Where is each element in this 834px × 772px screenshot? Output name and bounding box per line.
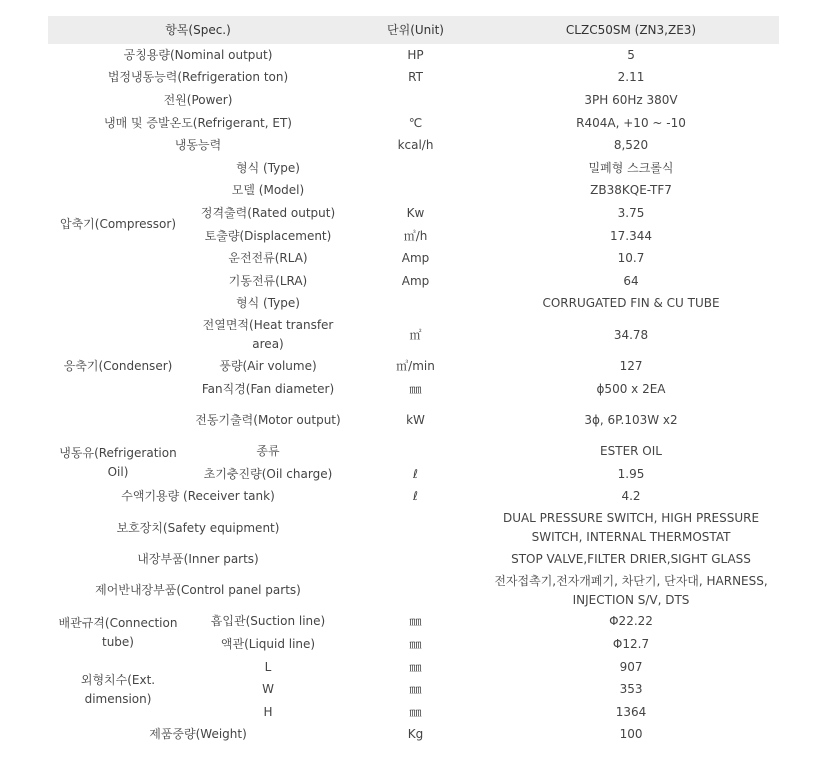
row-label: 전열면적(Heat transfer area) xyxy=(202,318,334,352)
row-unit xyxy=(348,548,483,571)
row-value: 전자접촉기,전자개폐기, 차단기, 단자대, HARNESS, INJECTION S/V, DTS xyxy=(494,573,768,607)
row-unit xyxy=(348,89,483,112)
header-spec: 항목(Spec.) xyxy=(48,16,348,44)
group-label-condenser: 응축기(Condenser) xyxy=(63,358,173,373)
row-unit: HP xyxy=(407,47,424,62)
table-row xyxy=(48,508,779,548)
row-value: CORRUGATED FIN & CU TUBE xyxy=(542,296,720,311)
row-label: 공칭용량(Nominal output) xyxy=(123,47,273,62)
row-value: DUAL PRESSURE SWITCH, HIGH PRESSURE SWITCH, INTERNAL THERMOSTAT xyxy=(502,511,760,545)
row-value: 2.11 xyxy=(617,70,645,85)
row-unit: ℃ xyxy=(408,115,423,130)
row-label: 토출량(Displacement) xyxy=(204,228,332,243)
row-label: L xyxy=(264,659,272,674)
row-value: 34.78 xyxy=(613,327,649,342)
row-value: 907 xyxy=(619,659,643,674)
row-unit xyxy=(348,571,483,611)
row-unit: ℓ xyxy=(413,466,418,481)
row-unit: ㎜ xyxy=(409,381,422,396)
row-unit: ㎥/h xyxy=(403,228,428,243)
row-unit: Amp xyxy=(401,273,430,288)
table-row xyxy=(48,112,779,135)
table-row xyxy=(48,44,779,67)
row-value: 17.344 xyxy=(610,228,653,243)
row-value: 100 xyxy=(619,727,643,742)
row-value: 3PH 60Hz 380V xyxy=(584,92,678,107)
row-label: W xyxy=(262,682,274,697)
row-label: H xyxy=(263,704,273,719)
row-unit xyxy=(348,293,483,316)
row-unit: ℓ xyxy=(413,489,418,504)
row-label: 냉동능력 xyxy=(174,138,222,153)
row-label: 흡입관(Suction line) xyxy=(210,614,326,629)
row-value: 5 xyxy=(627,47,635,62)
row-label: 형식 (Type) xyxy=(236,296,300,311)
row-label: 형식 (Type) xyxy=(236,160,300,175)
table-row xyxy=(48,486,779,509)
row-unit xyxy=(348,508,483,548)
row-label: 수액기용량 (Receiver tank) xyxy=(121,489,275,504)
table-header-row xyxy=(48,16,779,44)
row-value: Φ12.7 xyxy=(612,637,650,652)
row-value: 1.95 xyxy=(617,466,645,481)
row-label: 풍량(Air volume) xyxy=(219,358,317,373)
group-label-oil: 냉동유(Refrigeration Oil) xyxy=(59,445,177,479)
header-model: CLZC50SM (ZN3,ZE3) xyxy=(483,16,779,44)
row-value: 127 xyxy=(619,358,643,373)
row-value: 3.75 xyxy=(617,205,645,220)
row-label: 전원(Power) xyxy=(163,92,233,107)
group-label-compressor: 압축기(Compressor) xyxy=(60,217,176,232)
row-unit xyxy=(348,440,483,463)
table-row xyxy=(48,67,779,90)
table-row xyxy=(48,571,779,611)
row-label: 액관(Liquid line) xyxy=(220,637,316,652)
row-value: 64 xyxy=(623,273,639,288)
group-label-dimension: 외형치수(Ext. dimension) xyxy=(80,672,156,706)
row-value: 10.7 xyxy=(617,251,645,266)
row-label: 전동기출력(Motor output) xyxy=(195,412,341,427)
table-row xyxy=(48,548,779,571)
table-row xyxy=(48,611,779,634)
table-row xyxy=(48,157,779,180)
row-label: Fan직경(Fan diameter) xyxy=(201,381,335,396)
row-unit: kW xyxy=(406,412,425,427)
row-label: 정격출력(Rated output) xyxy=(200,205,336,220)
row-unit: Kg xyxy=(407,727,424,742)
row-value: ESTER OIL xyxy=(600,444,662,459)
row-unit: ㎡ xyxy=(409,327,422,342)
table-row xyxy=(48,724,779,747)
table-row xyxy=(48,293,779,316)
row-unit xyxy=(348,157,483,180)
row-unit: kcal/h xyxy=(397,138,434,153)
row-unit: ㎜ xyxy=(409,614,422,629)
row-label: 법정냉동능력(Refrigeration ton) xyxy=(107,70,289,85)
row-label: 보호장치(Safety equipment) xyxy=(116,520,280,535)
spec-table xyxy=(48,16,779,746)
row-value: 1364 xyxy=(615,704,647,719)
row-label: 운전전류(RLA) xyxy=(228,251,308,266)
row-label: 내장부품(Inner parts) xyxy=(137,551,259,566)
header-unit: 단위(Unit) xyxy=(348,16,483,44)
row-unit: RT xyxy=(408,70,423,85)
row-label: 제어반내장부품(Control panel parts) xyxy=(95,583,301,598)
row-unit xyxy=(348,180,483,203)
table-row xyxy=(48,656,779,679)
row-unit: ㎜ xyxy=(409,659,422,674)
row-unit: ㎜ xyxy=(409,704,422,719)
group-label-tube: 배관규격(Connection tube) xyxy=(58,616,178,650)
row-value: R404A, +10 ~ -10 xyxy=(576,115,686,130)
table-row xyxy=(48,89,779,112)
row-label: 제품중량(Weight) xyxy=(149,727,247,742)
row-value: 4.2 xyxy=(621,489,641,504)
row-label: 모델 (Model) xyxy=(231,183,305,198)
row-value: Φ22.22 xyxy=(609,614,653,629)
row-value: STOP VALVE,FILTER DRIER,SIGHT GLASS xyxy=(511,551,751,566)
row-value: 3ɸ, 6P.103W x2 xyxy=(584,412,678,427)
row-value: ZB38KQE-TF7 xyxy=(590,183,672,198)
row-label: 초기충진량(Oil charge) xyxy=(203,466,333,481)
row-unit: Amp xyxy=(401,251,430,266)
row-unit: ㎜ xyxy=(409,682,422,697)
row-label: 종류 xyxy=(256,444,280,459)
row-label: 냉매 및 증발온도(Refrigerant, ET) xyxy=(104,115,292,130)
row-value: 8,520 xyxy=(613,138,649,153)
table-row xyxy=(48,134,779,157)
row-unit: Kw xyxy=(406,205,425,220)
row-value: ɸ500 x 2EA xyxy=(596,381,666,396)
row-value: 밀폐형 스크롤식 xyxy=(588,160,674,175)
row-unit: ㎜ xyxy=(409,637,422,652)
row-label: 기동전류(LRA) xyxy=(228,273,308,288)
row-value: 353 xyxy=(619,682,643,697)
table-row xyxy=(48,440,779,463)
row-unit: ㎥/min xyxy=(396,358,435,373)
